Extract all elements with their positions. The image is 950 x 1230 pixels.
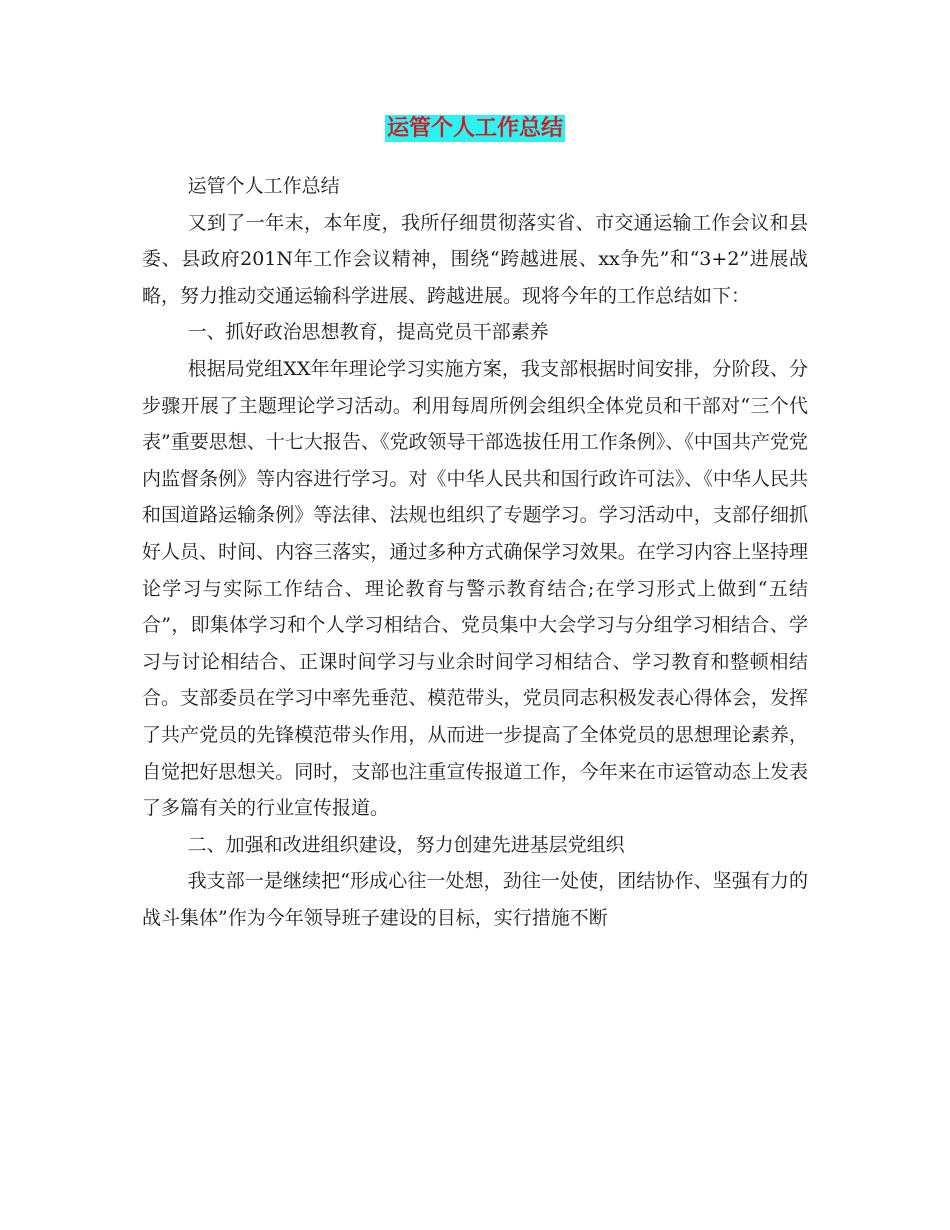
paragraph-subtitle: 运管个人工作总结 — [187, 175, 340, 197]
paragraph-section-2: 我支部一是继续把“形成心往一处想，劲往一处使，团结协作、坚强有力的战斗集体”作为今年领导班子建设的目标，实行措施不断 — [142, 870, 808, 929]
document-body — [142, 168, 808, 936]
paragraph-intro: 又到了一年末，本年度，我所仔细贯彻落实省、市交通运输工作会议和县委、县政府201N年工作会议精神，围绕“跨越进展、xx争先”和“3+2”进展战略，努力推动交通运输科学进展、跨越进展。现将今年的工作总结如下： — [142, 211, 808, 307]
paragraph-section-1: 根据局党组XX年年理论学习实施方案，我支部根据时间安排，分阶段、分步骤开展了主题理论学习活动。利用每周所例会组织全体党员和干部对“三个代表”重要思想、十七大报告、《党政领导干部选拔任用工作条例》、《中国共产党党内监督条例》等内容进行学习。对《中华人民共和国行政许可法》、《中华人民共和国道路运输条例》等法律、法规也组织了专题学习。学习活动中，支部仔细抓好人员、时间、内容三落实，通过多种方式确保学习效果。在学习内容上坚持理论学习与实际工作结合、理论教育与警示教育结合;在学习形式上做到“五结合”，即集体学习和个人学习相结合、党员集中大会学习与分组学习相结合、学习与讨论相结合、正课时间学习与业余时间学习相结合、学习教育和整顿相结合。支部委员在学习中率先垂范、模范带头，党员同志积极发表心得体会，发挥了共产党员的先锋模范带头作用，从而进一步提高了全体党员的思想理论素养，自觉把好思想关。同时，支部也注重宣传报道工作，今年来在市运管动态上发表了多篇有关的行业宣传报道。 — [142, 357, 808, 820]
document-title — [0, 112, 950, 146]
section-heading-2: 二、加强和改进组织建设，努力创建先进基层党组织 — [187, 833, 625, 856]
document-title-text: 运管个人工作总结 — [386, 116, 563, 141]
section-heading-1: 一、抓好政治思想教育，提高党员干部素养 — [187, 321, 549, 344]
